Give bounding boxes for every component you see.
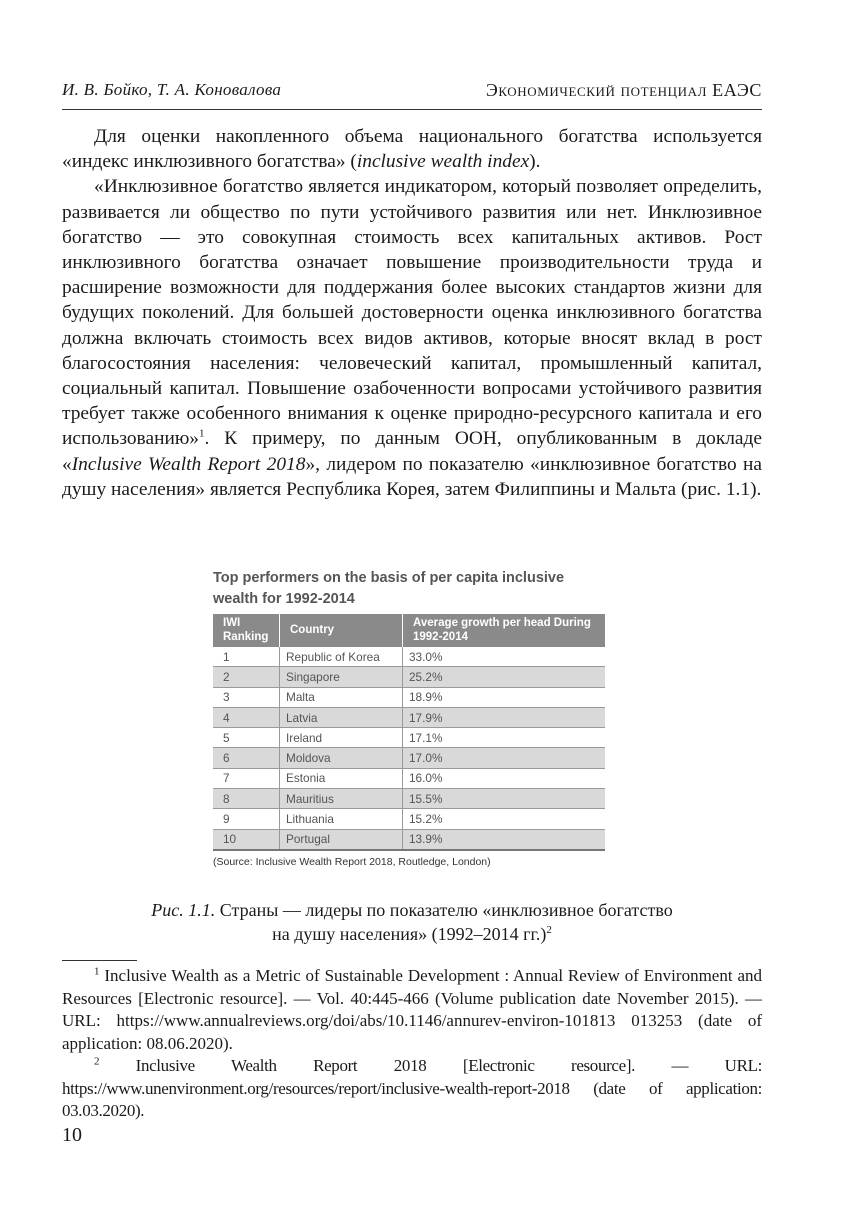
table-row: 5 Ireland 17.1% (213, 728, 605, 748)
table-row: 6 Moldova 17.0% (213, 748, 605, 768)
figure-source: (Source: Inclusive Wealth Report 2018, Routledge, London) (213, 855, 491, 868)
header-rule (62, 109, 762, 110)
paragraph-2: «Инклюзивное богатство является индикатором, который позволяет определить, развивается ли общество по пути устойчивого развития или нет. Инклюзивное богатство — это совокупная стоимость всех капитальных активов. Рост инклюзивного богатства означает повышение производительности труда и расширение возможности для поддержания более высоких стандартов жизни для будущих поколений. Для большей достоверности оценка инклюзивного богатства должна включать стоимость всех видов активов, которые вносят вклад в рост благосостояния населения: человеческий капитал, промышленный капитал, социальный капитал. Повышение озабоченности вопросами устойчивого развития требует также особенного внимания к оценке природно-ресурсного капитала и его использованию»$^1$. К примеру, по данным ООН, опубликованным в докладе «Inclusive Wealth Report 2018», лидером по показателю «инклюзивное богатство на душу населения» является Республика Корея, затем Филиппины и Мальта (рис. 1.1). (62, 176, 763, 500)
figure-title: Top performers on the basis of per capita inclusive wealth for 1992-2014 (213, 570, 565, 607)
table-row: 4 Latvia 17.9% (213, 707, 605, 727)
footnote-1: $^1$ Inclusive Wealth as a Metric of Sustainable Development : Annual Review of Environment and Resources [Electronic resource]. — Vol. 40:445-466 (Volume publication date November 2015). — URL: https://www.annualreviews.org/doi/abs/10.1146/annurev-environ-101813 013253 (date of application: 08.06.2020). (62, 965, 762, 1053)
footnote-ref-1[interactable]: 1 (199, 427, 205, 440)
header-growth: Average growth per head During 1992-2014 (403, 614, 606, 647)
footnote-2: $^2$ Inclusive Wealth Report 2018 [Electronic resource]. — URL: https://www.unenvironment.org/resources/report/inclusive-wealth-report-2018 (date of application: 03.03.2020). (62, 1055, 762, 1120)
header-rank: IWI Ranking (213, 614, 280, 647)
footnote-ref-2[interactable]: 2 (546, 924, 552, 936)
figure-caption: Рис. 1.1. Страны — лидеры по показателю «инклюзивное богатство на душу населения» (1992–2014 гг.)$^2$ (151, 900, 673, 944)
table-row: 2 Singapore 25.2% (213, 667, 605, 687)
emphasis-report-title: Inclusive Wealth Report 2018 (71, 453, 306, 475)
paragraph-1: Для оценки накопленного объема национального богатства используется «индекс инклюзивного богатства» (inclusive wealth index). (62, 126, 762, 173)
table-row: 7 Estonia 16.0% (213, 768, 605, 788)
table-row: 10 Portugal 13.9% (213, 829, 605, 850)
table-row: 8 Mauritius 15.5% (213, 789, 605, 809)
main-text (62, 124, 762, 502)
caption-label: Рис. 1.1. (151, 900, 216, 920)
emphasis-iwi: inclusive wealth index (356, 151, 530, 173)
running-header (62, 80, 762, 110)
header-authors: И. В. Бойко, Т. А. Коновалова (62, 80, 282, 99)
table-row: 9 Lithuania 15.2% (213, 809, 605, 829)
table-row: 3 Malta 18.9% (213, 687, 605, 707)
footnote-rule (62, 960, 137, 961)
table-row: 1 Republic of Korea 33.0% (213, 647, 605, 667)
header-book-title: Экономический потенциал ЕАЭС (485, 80, 762, 100)
ranking-table (213, 614, 605, 851)
footnotes (62, 965, 762, 1123)
figure-iwi-table (213, 568, 605, 868)
table-header-row (213, 614, 605, 647)
page-number: 10 (62, 1124, 82, 1146)
header-country: Country (280, 614, 403, 647)
